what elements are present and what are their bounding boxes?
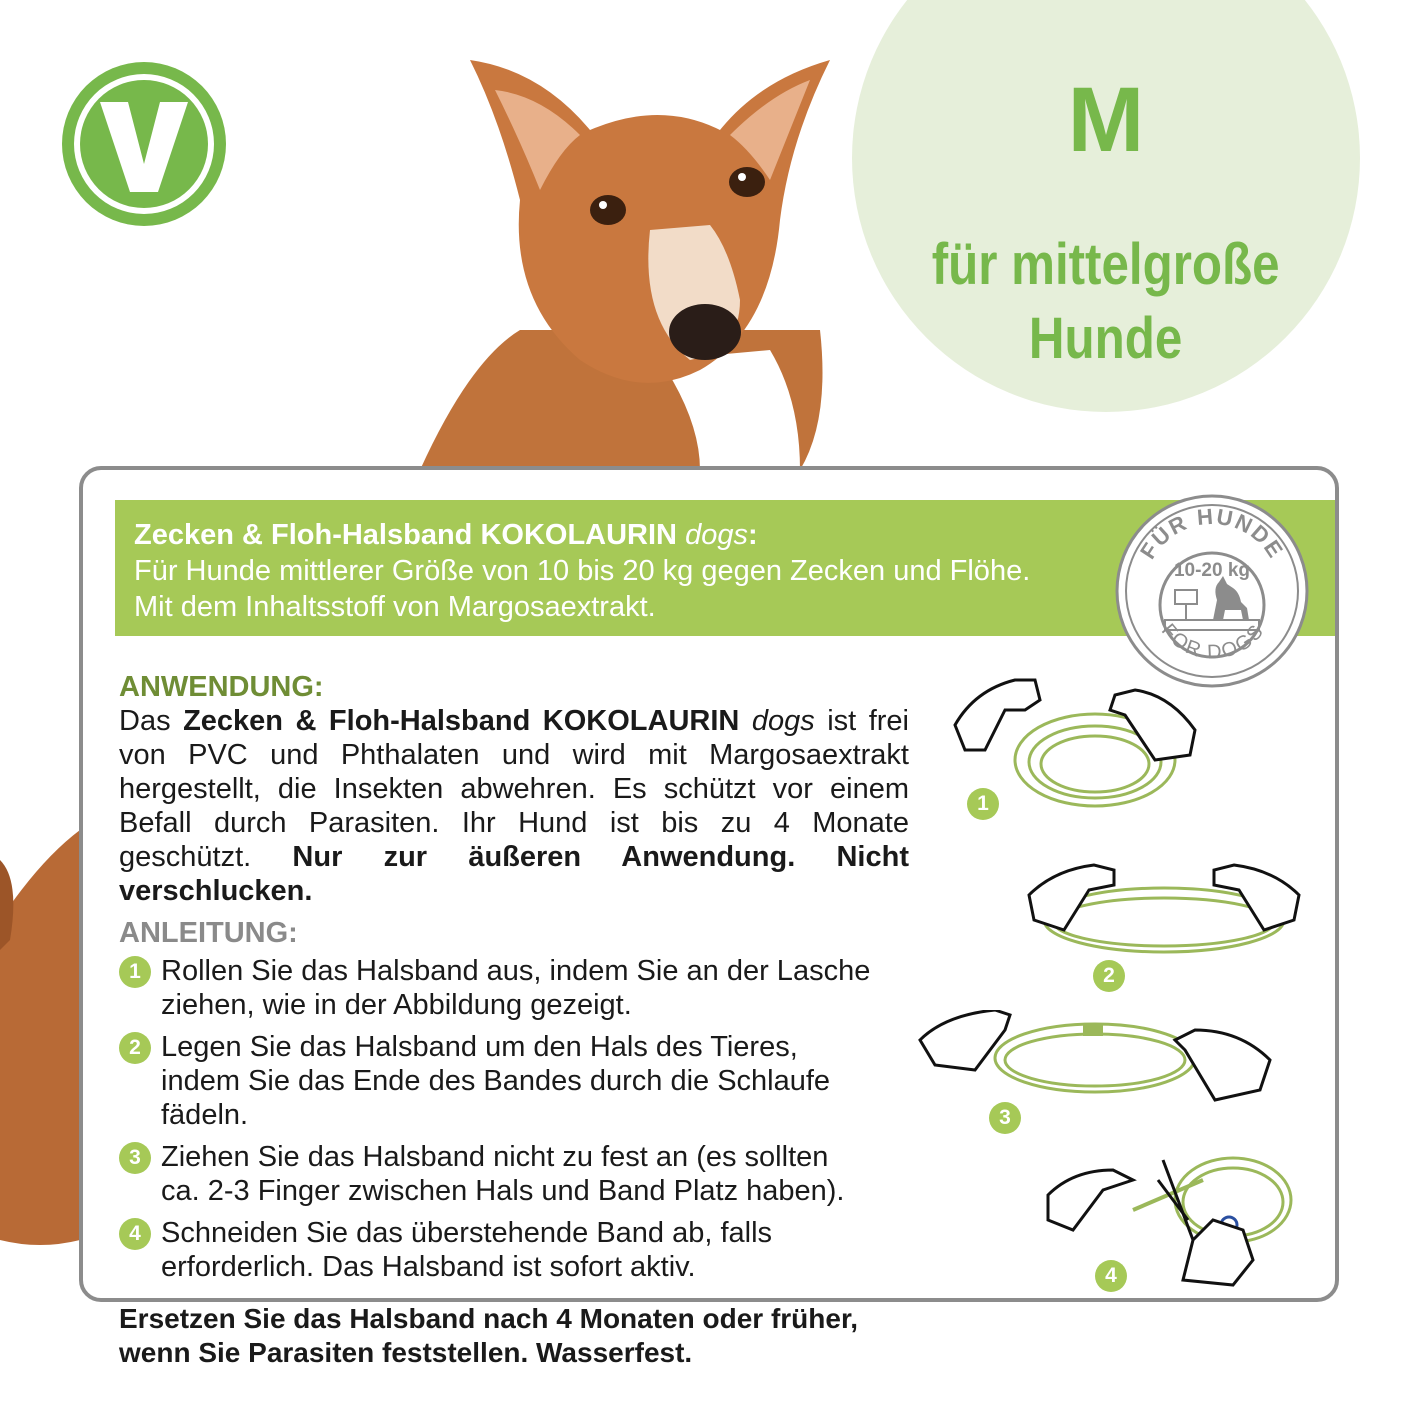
stamp-weight: 10-20 kg [1173, 560, 1251, 581]
anleitung-title: ANLEITUNG: [119, 917, 298, 949]
step-text: Schneiden Sie das überstehende Band ab, falls erforderlich. Das Halsband ist sofort aktiv. [161, 1217, 773, 1283]
instructions-content [119, 670, 909, 1370]
banner-line-2: Für Hunde mittlerer Größe von 10 bis 20 kg gegen Zecken und Flöhe. [134, 555, 1031, 587]
steps-list [119, 954, 909, 1284]
info-card [79, 466, 1339, 1368]
banner-line-3: Mit dem Inhaltsstoff von Margosaextrakt. [134, 591, 656, 623]
size-letter: M [1067, 69, 1145, 171]
hands-holding-collar-icon [1019, 860, 1309, 970]
scissors-cutting-collar-icon [1043, 1150, 1303, 1290]
hands-threading-collar-icon [915, 1010, 1275, 1120]
size-badge [852, 0, 1360, 412]
step-number-badge: 4 [119, 1218, 151, 1250]
step-text: Legen Sie das Halsband um den Hals des Tieres, indem Sie das Ende des Bandes durch die Schlaufe fädeln. [161, 1031, 831, 1131]
step-item [119, 1140, 909, 1208]
step-text: Rollen Sie das Halsband aus, indem Sie an der Lasche ziehen, wie in der Abbildung gezeigt. [161, 955, 871, 1021]
step-number-badge: 1 [119, 956, 151, 988]
anwendung-text: Das Zecken & Floh-Halsband KOKOLAURIN dogs ist frei von PVC und Phthalaten und wird mit Margosaextrakt hergestellt, die Insekten abwehren. Es schützt vor einem Befall durch Parasiten. Ihr Hund ist bis zu 4 Monate geschützt. Nur zur äußeren Anwendung. Nicht verschlucken. [119, 705, 909, 907]
illustration-number-badge: 1 [967, 788, 999, 820]
illustration-number-badge: 2 [1093, 960, 1125, 992]
step-item [119, 954, 909, 1022]
illustration-number-badge: 3 [989, 1102, 1021, 1134]
illustration-number-badge: 4 [1095, 1260, 1127, 1292]
warning-text: Nur zur äußeren Anwendung. Nicht verschlucken. [119, 841, 909, 907]
step-number-badge: 3 [119, 1142, 151, 1174]
final-note: Ersetzen Sie das Halsband nach 4 Monaten oder früher, wenn Sie Parasiten feststellen. Wasserfest. [119, 1303, 859, 1368]
step-item [119, 1216, 909, 1284]
step-number-badge: 2 [119, 1032, 151, 1064]
size-description: für mittelgroße Hunde [932, 232, 1280, 371]
step-text: Ziehen Sie das Halsband nicht zu fest an (es sollten ca. 2-3 Finger zwischen Hals und Band Platz haben). [161, 1141, 845, 1207]
banner-title: Zecken & Floh-Halsband KOKOLAURIN dogs: [134, 519, 758, 551]
vegan-v-icon [58, 58, 230, 230]
dog-on-scale-icon [1113, 492, 1311, 690]
stamp-bottom-text: FOR DOGS [1156, 619, 1270, 664]
anwendung-title: ANWENDUNG: [119, 671, 324, 703]
step-item [119, 1030, 909, 1132]
stamp-top-text: FÜR HUNDE [1135, 503, 1289, 564]
